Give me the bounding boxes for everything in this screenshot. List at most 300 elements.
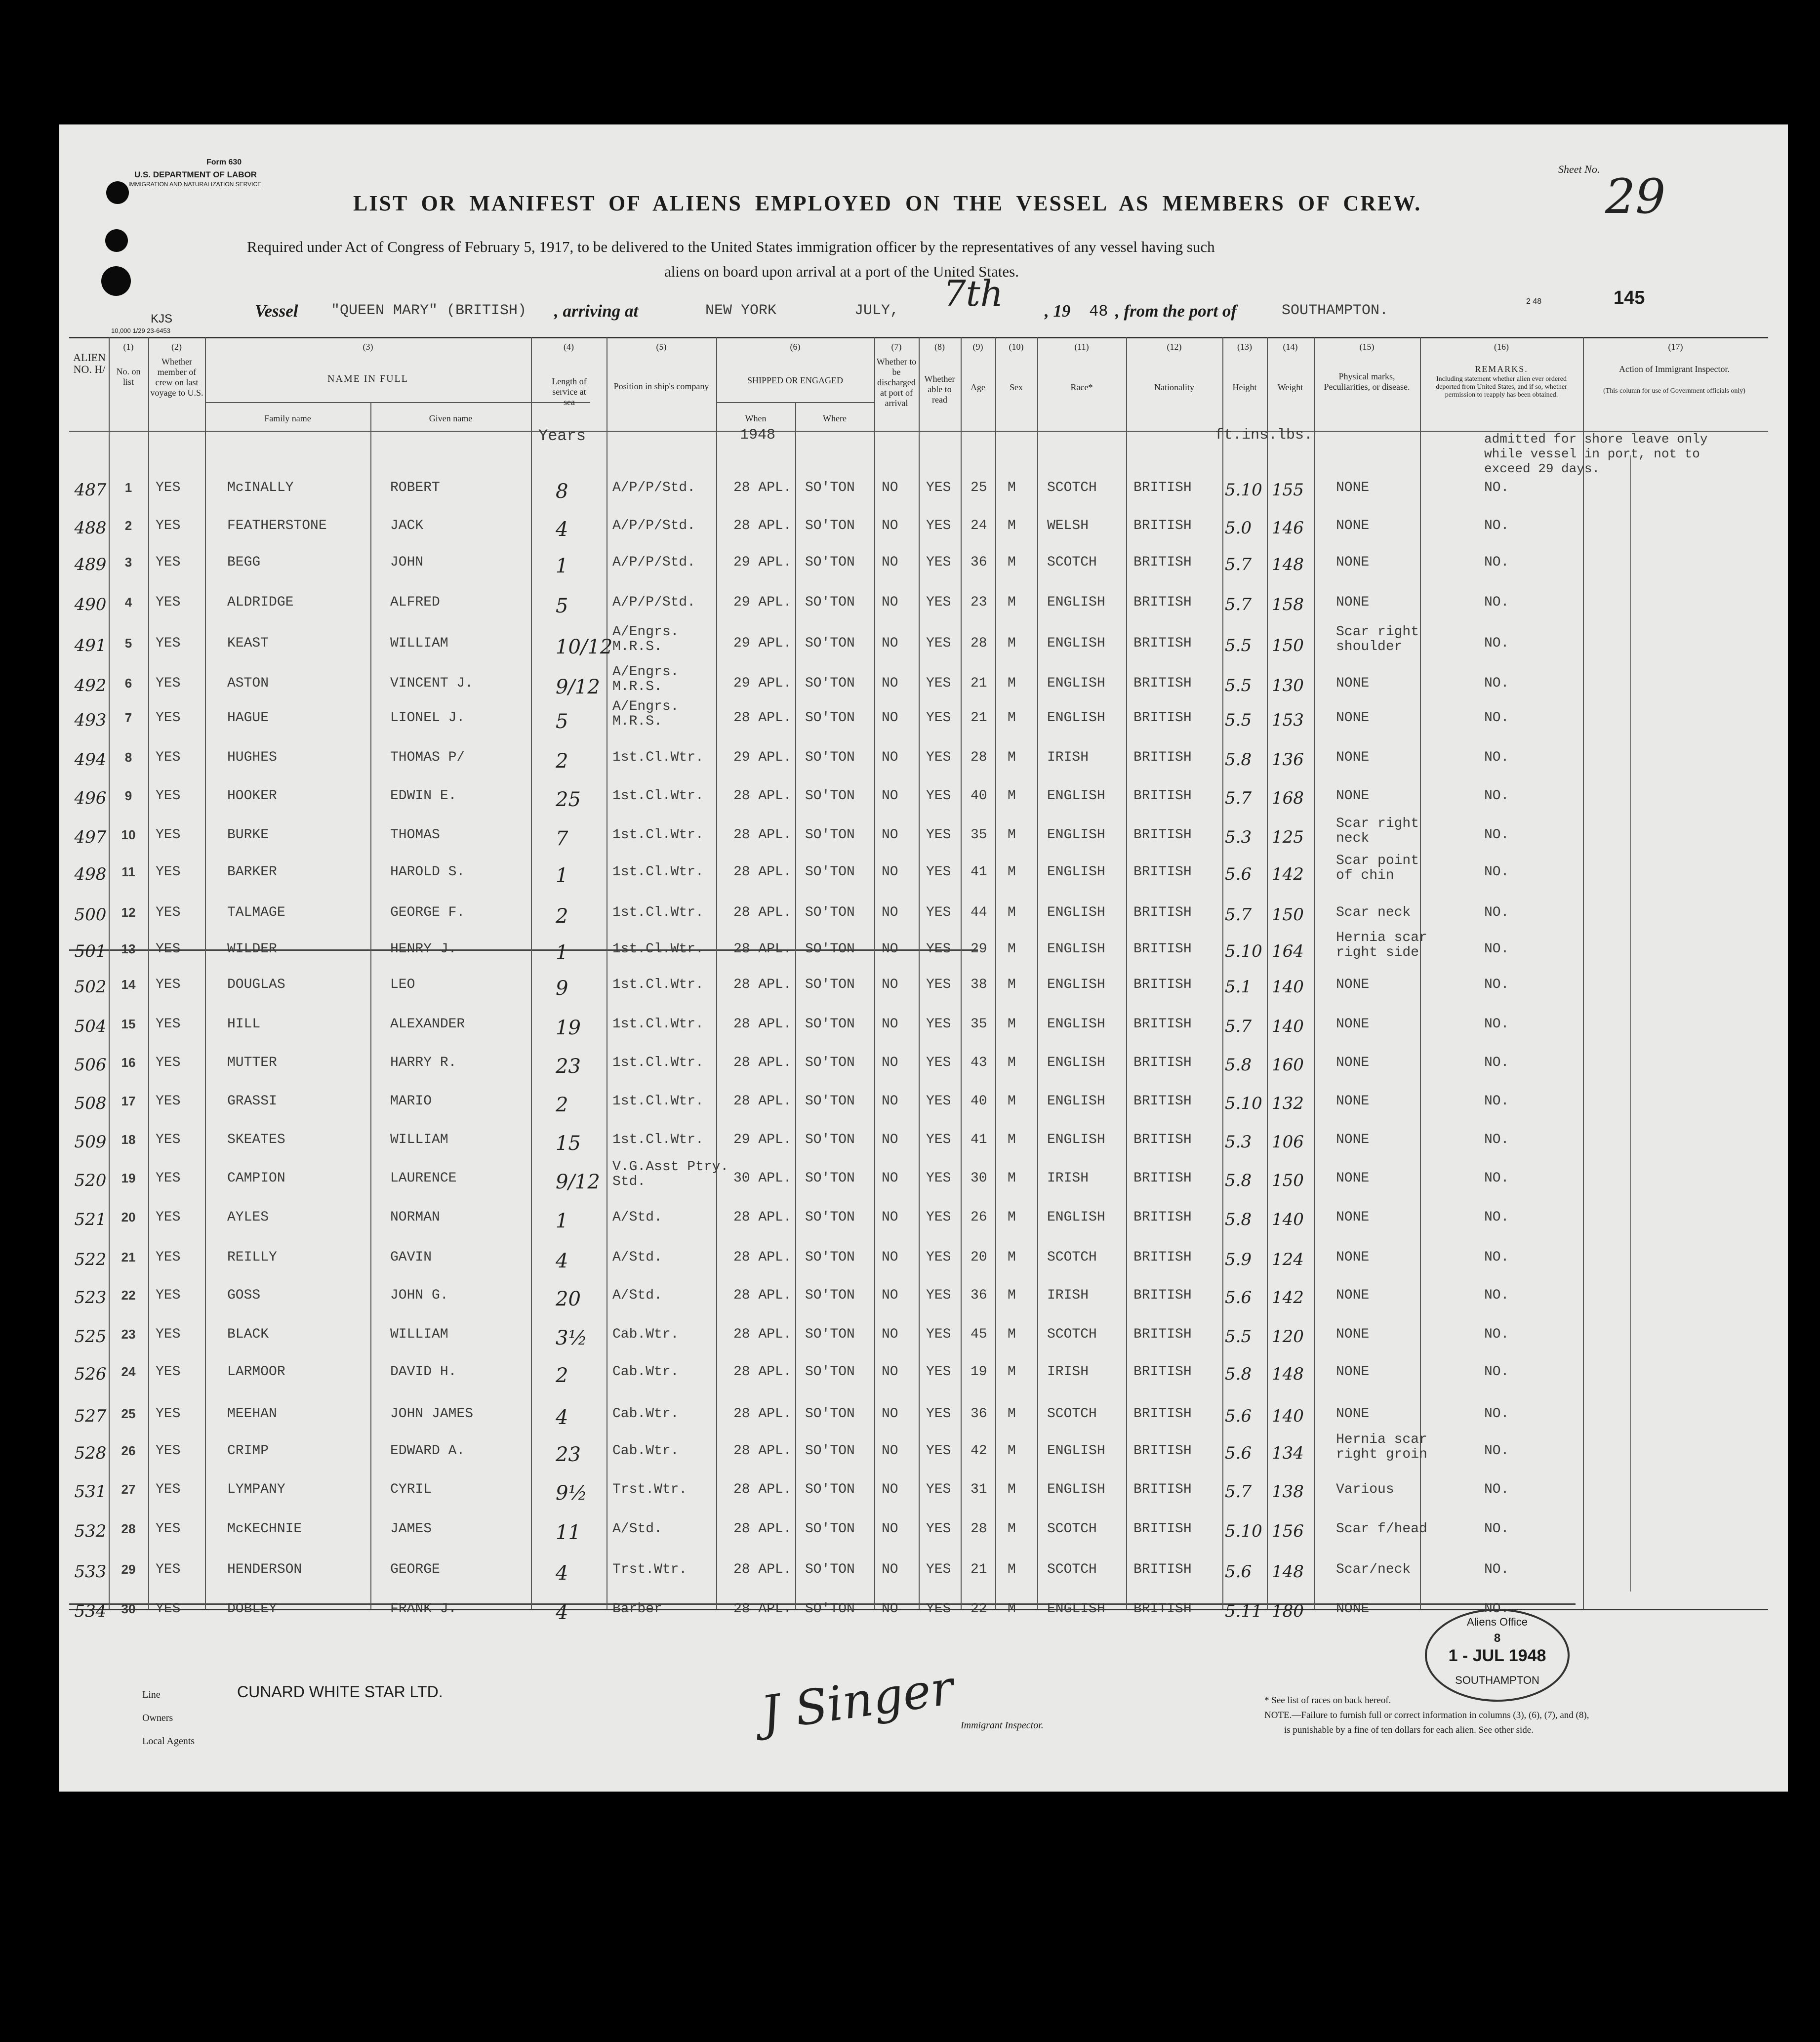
cell-able-to-read: YES bbox=[926, 750, 951, 765]
cell-given-name: HAROLD S. bbox=[390, 864, 465, 880]
cell-sex: M bbox=[1008, 1406, 1016, 1422]
cell-sex: M bbox=[1008, 636, 1016, 651]
table-row bbox=[59, 930, 1768, 976]
cell-length-of-service: 9½ bbox=[556, 1482, 588, 1505]
cell-crew-last-voyage: YES bbox=[156, 1364, 181, 1380]
cell-position: Cab.Wtr. bbox=[612, 1327, 679, 1342]
cell-crew-last-voyage: YES bbox=[156, 1562, 181, 1577]
cell-alien-no: 488 bbox=[74, 518, 107, 538]
cell-position: A/P/P/Std. bbox=[612, 595, 696, 610]
cell-height: 5.8 bbox=[1225, 1210, 1252, 1229]
cell-age: 35 bbox=[971, 1017, 987, 1032]
cell-shipped-where: SO'TON bbox=[805, 1017, 855, 1032]
cell-family-name: HENDERSON bbox=[227, 1562, 302, 1577]
cell-alien-no: 492 bbox=[74, 676, 107, 695]
cell-list-no: 24 bbox=[121, 1364, 136, 1379]
from-label: , from the port of bbox=[1115, 301, 1237, 321]
cell-able-to-read: YES bbox=[926, 1443, 951, 1459]
cell-weight: 148 bbox=[1272, 555, 1304, 574]
print-run: 10,000 1/29 23-6453 bbox=[111, 327, 170, 334]
cell-length-of-service: 19 bbox=[556, 1017, 581, 1039]
department-name: U.S. DEPARTMENT OF LABOR bbox=[134, 170, 257, 179]
remarks-instruction: Including statement whether alien ever ordered deported from United States, and if so, whether permission to reapply has been obtained. bbox=[1436, 375, 1567, 399]
cell-crew-last-voyage: YES bbox=[156, 480, 181, 495]
cell-nationality: BRITISH bbox=[1133, 1017, 1192, 1032]
cell-age: 41 bbox=[971, 1132, 987, 1147]
list-number: 145 bbox=[1614, 287, 1645, 308]
cell-family-name: REILLY bbox=[227, 1250, 277, 1265]
table-row bbox=[59, 1132, 1768, 1167]
cell-length-of-service: 5 bbox=[556, 710, 568, 733]
cell-position: 1st.Cl.Wtr. bbox=[612, 1132, 704, 1147]
cell-length-of-service: 20 bbox=[556, 1288, 581, 1310]
sheet-number: 29 bbox=[1605, 169, 1666, 224]
cell-nationality: BRITISH bbox=[1133, 1521, 1192, 1537]
cell-remarks: NO. bbox=[1484, 1406, 1509, 1422]
col-number: (16) bbox=[1494, 342, 1509, 352]
cell-able-to-read: YES bbox=[926, 555, 951, 570]
cell-weight: 130 bbox=[1272, 676, 1304, 695]
arriving-label: , arriving at bbox=[554, 301, 639, 321]
table-row bbox=[59, 816, 1768, 862]
table-row bbox=[59, 1432, 1768, 1478]
cell-list-no: 13 bbox=[121, 941, 136, 956]
arrival-day: 7th bbox=[943, 273, 1004, 314]
cell-discharged: NO bbox=[882, 710, 898, 726]
cell-sex: M bbox=[1008, 1210, 1016, 1225]
cell-remarks: NO. bbox=[1484, 555, 1509, 570]
cell-family-name: LARMOOR bbox=[227, 1364, 285, 1380]
cell-length-of-service: 4 bbox=[556, 1562, 568, 1585]
cell-list-no: 29 bbox=[121, 1562, 136, 1577]
cell-list-no: 10 bbox=[121, 827, 136, 842]
cell-height: 5.0 bbox=[1225, 518, 1252, 538]
cell-height: 5.8 bbox=[1225, 750, 1252, 770]
cell-nationality: BRITISH bbox=[1133, 1171, 1192, 1186]
table-row bbox=[59, 1250, 1768, 1284]
table-row bbox=[59, 1482, 1768, 1516]
cell-sex: M bbox=[1008, 1364, 1016, 1380]
cell-list-no: 14 bbox=[121, 977, 136, 992]
cell-nationality: BRITISH bbox=[1133, 788, 1192, 804]
col-header-to-be-discharged: Whether to be discharged at port of arrival bbox=[876, 357, 917, 408]
cell-family-name: McKECHNIE bbox=[227, 1521, 302, 1537]
cell-able-to-read: YES bbox=[926, 864, 951, 880]
cell-sex: M bbox=[1008, 1443, 1016, 1459]
cell-crew-last-voyage: YES bbox=[156, 1017, 181, 1032]
cell-given-name: CYRIL bbox=[390, 1482, 432, 1497]
cell-age: 20 bbox=[971, 1250, 987, 1265]
cell-length-of-service: 15 bbox=[556, 1132, 581, 1155]
vessel-label: Vessel bbox=[255, 301, 298, 321]
cell-given-name: NORMAN bbox=[390, 1210, 440, 1225]
cell-age: 19 bbox=[971, 1364, 987, 1380]
cell-position: 1st.Cl.Wtr. bbox=[612, 827, 704, 843]
cell-physical-marks: Scar right shoulder bbox=[1336, 624, 1419, 654]
cell-shipped-where: SO'TON bbox=[805, 1443, 855, 1459]
cell-shipped-when: 28 APL. bbox=[733, 827, 792, 843]
cell-list-no: 23 bbox=[121, 1327, 136, 1342]
cell-list-no: 1 bbox=[124, 480, 132, 495]
cell-family-name: BARKER bbox=[227, 864, 277, 880]
cell-physical-marks: NONE bbox=[1336, 1132, 1370, 1147]
col-number: (13) bbox=[1237, 342, 1252, 352]
cell-height: 5.8 bbox=[1225, 1171, 1252, 1190]
cell-physical-marks: Scar/neck bbox=[1336, 1562, 1411, 1577]
cell-shipped-when: 28 APL. bbox=[733, 1443, 792, 1459]
cell-physical-marks: NONE bbox=[1336, 1364, 1370, 1380]
cell-discharged: NO bbox=[882, 1288, 898, 1303]
cell-weight: 168 bbox=[1272, 788, 1304, 808]
col-number: (6) bbox=[790, 342, 801, 352]
cell-family-name: HOOKER bbox=[227, 788, 277, 804]
cell-nationality: BRITISH bbox=[1133, 1601, 1192, 1617]
cell-length-of-service: 4 bbox=[556, 1406, 568, 1429]
col-number: (8) bbox=[934, 342, 945, 352]
cell-length-of-service: 4 bbox=[556, 1601, 568, 1624]
cell-length-of-service: 4 bbox=[556, 518, 568, 541]
col-subheader-where: Where bbox=[823, 413, 847, 423]
cell-race: SCOTCH bbox=[1047, 1406, 1097, 1422]
cell-position: Trst.Wtr. bbox=[612, 1482, 688, 1497]
cell-able-to-read: YES bbox=[926, 636, 951, 651]
cell-height: 5.11 bbox=[1225, 1601, 1262, 1621]
cell-discharged: NO bbox=[882, 864, 898, 880]
cell-list-no: 21 bbox=[121, 1250, 136, 1265]
cell-sex: M bbox=[1008, 788, 1016, 804]
cell-family-name: WILDER bbox=[227, 941, 277, 957]
cell-nationality: BRITISH bbox=[1133, 480, 1192, 495]
cell-height: 5.7 bbox=[1225, 905, 1252, 925]
cell-position: 1st.Cl.Wtr. bbox=[612, 788, 704, 804]
cell-nationality: BRITISH bbox=[1133, 864, 1192, 880]
cell-remarks: NO. bbox=[1484, 1288, 1509, 1303]
cell-remarks: NO. bbox=[1484, 788, 1509, 804]
subtitle-line-2: aliens on board upon arrival at a port of the United States. bbox=[664, 263, 1019, 280]
cell-shipped-when: 29 APL. bbox=[733, 636, 792, 651]
cell-race: ENGLISH bbox=[1047, 676, 1105, 691]
cell-age: 43 bbox=[971, 1055, 987, 1070]
cell-physical-marks: NONE bbox=[1336, 1210, 1370, 1225]
cell-position: A/Engrs. M.R.S. bbox=[612, 699, 679, 729]
cell-nationality: BRITISH bbox=[1133, 1443, 1192, 1459]
punch-hole bbox=[105, 229, 128, 252]
cell-length-of-service: 1 bbox=[556, 1210, 568, 1232]
cell-age: 22 bbox=[971, 1601, 987, 1617]
cell-race: WELSH bbox=[1047, 518, 1089, 533]
cell-alien-no: 533 bbox=[74, 1562, 107, 1582]
cell-shipped-where: SO'TON bbox=[805, 636, 855, 651]
col-number: (3) bbox=[363, 342, 373, 352]
cell-family-name: BEGG bbox=[227, 555, 261, 570]
cell-remarks: NO. bbox=[1484, 1017, 1509, 1032]
cell-position: V.G.Asst Ptry. Std. bbox=[612, 1159, 729, 1189]
cell-crew-last-voyage: YES bbox=[156, 864, 181, 880]
cell-alien-no: 527 bbox=[74, 1406, 107, 1426]
cell-crew-last-voyage: YES bbox=[156, 1094, 181, 1109]
cell-sex: M bbox=[1008, 1055, 1016, 1070]
cell-discharged: NO bbox=[882, 518, 898, 533]
cell-sex: M bbox=[1008, 1327, 1016, 1342]
cell-remarks: NO. bbox=[1484, 1327, 1509, 1342]
cell-height: 5.6 bbox=[1225, 1443, 1252, 1463]
cell-remarks: NO. bbox=[1484, 676, 1509, 691]
cell-family-name: CRIMP bbox=[227, 1443, 269, 1459]
cell-remarks: NO. bbox=[1484, 636, 1509, 651]
cell-physical-marks: Various bbox=[1336, 1482, 1394, 1497]
cell-weight: 180 bbox=[1272, 1601, 1304, 1621]
form-number: Form 630 bbox=[206, 158, 242, 166]
cell-alien-no: 534 bbox=[74, 1601, 107, 1621]
cell-discharged: NO bbox=[882, 750, 898, 765]
cell-race: ENGLISH bbox=[1047, 636, 1105, 651]
cell-sex: M bbox=[1008, 864, 1016, 880]
inspector-label: Immigrant Inspector. bbox=[961, 1720, 1044, 1731]
cell-alien-no: 497 bbox=[74, 827, 107, 847]
cell-given-name: EDWIN E. bbox=[390, 788, 457, 804]
cell-crew-last-voyage: YES bbox=[156, 1521, 181, 1537]
col-number: (15) bbox=[1359, 342, 1375, 352]
cell-race: ENGLISH bbox=[1047, 1132, 1105, 1147]
cell-nationality: BRITISH bbox=[1133, 750, 1192, 765]
cell-race: ENGLISH bbox=[1047, 1482, 1105, 1497]
cell-position: Cab.Wtr. bbox=[612, 1443, 679, 1459]
cell-length-of-service: 1 bbox=[556, 555, 568, 577]
cell-given-name: THOMAS bbox=[390, 827, 440, 843]
cell-length-of-service: 2 bbox=[556, 905, 568, 928]
cell-list-no: 17 bbox=[121, 1094, 136, 1108]
cell-length-of-service: 25 bbox=[556, 788, 581, 811]
cell-crew-last-voyage: YES bbox=[156, 595, 181, 610]
cell-nationality: BRITISH bbox=[1133, 676, 1192, 691]
col-number: (12) bbox=[1167, 342, 1182, 352]
cell-list-no: 18 bbox=[121, 1132, 136, 1147]
cell-crew-last-voyage: YES bbox=[156, 1601, 181, 1617]
cell-shipped-when: 28 APL. bbox=[733, 1210, 792, 1225]
cell-age: 42 bbox=[971, 1443, 987, 1459]
cell-height: 5.3 bbox=[1225, 827, 1252, 847]
cell-given-name: WILLIAM bbox=[390, 636, 448, 651]
table-row bbox=[59, 1562, 1768, 1596]
table-row bbox=[59, 518, 1768, 553]
cell-height: 5.8 bbox=[1225, 1055, 1252, 1075]
cell-physical-marks: Scar f/head bbox=[1336, 1521, 1427, 1537]
cell-weight: 155 bbox=[1272, 480, 1304, 500]
table-row bbox=[59, 1055, 1768, 1090]
cell-able-to-read: YES bbox=[926, 1327, 951, 1342]
cell-crew-last-voyage: YES bbox=[156, 1327, 181, 1342]
cell-sex: M bbox=[1008, 1132, 1016, 1147]
cell-shipped-where: SO'TON bbox=[805, 1562, 855, 1577]
cell-shipped-where: SO'TON bbox=[805, 905, 855, 920]
table-row bbox=[59, 1017, 1768, 1051]
cell-physical-marks: NONE bbox=[1336, 1327, 1370, 1342]
cell-family-name: SKEATES bbox=[227, 1132, 285, 1147]
table-row bbox=[59, 788, 1768, 823]
cell-discharged: NO bbox=[882, 1482, 898, 1497]
cell-race: ENGLISH bbox=[1047, 1601, 1105, 1617]
inspector-column-note: (This column for use of Government officials only) bbox=[1603, 387, 1745, 395]
cell-crew-last-voyage: YES bbox=[156, 788, 181, 804]
cell-position: Barber bbox=[612, 1601, 662, 1617]
cell-given-name: LEO bbox=[390, 977, 415, 992]
cell-able-to-read: YES bbox=[926, 1094, 951, 1109]
cell-list-no: 15 bbox=[121, 1017, 136, 1031]
subtitle-line-1: Required under Act of Congress of February 5, 1917, to be delivered to the United States immigration officer by the representatives of any vessel having such bbox=[247, 238, 1215, 255]
cell-age: 21 bbox=[971, 676, 987, 691]
cell-remarks: NO. bbox=[1484, 905, 1509, 920]
cell-shipped-where: SO'TON bbox=[805, 555, 855, 570]
cell-race: ENGLISH bbox=[1047, 977, 1105, 992]
cell-physical-marks: NONE bbox=[1336, 1055, 1370, 1070]
cell-given-name: GEORGE F. bbox=[390, 905, 465, 920]
col-header-able-to-read: Whether able to read bbox=[924, 374, 955, 405]
cell-alien-no: 531 bbox=[74, 1482, 107, 1502]
col-header-shipped-engaged: SHIPPED OR ENGAGED bbox=[747, 375, 843, 385]
port-stamp bbox=[1425, 1609, 1570, 1702]
cell-height: 5.5 bbox=[1225, 636, 1252, 655]
cell-weight: 160 bbox=[1272, 1055, 1304, 1075]
cell-given-name: MARIO bbox=[390, 1094, 432, 1109]
cell-able-to-read: YES bbox=[926, 1288, 951, 1303]
col-header-height: Height bbox=[1232, 382, 1257, 392]
name-subheader-rule bbox=[205, 402, 590, 403]
table-row bbox=[59, 699, 1768, 745]
cell-weight: 153 bbox=[1272, 710, 1304, 730]
cell-remarks: NO. bbox=[1484, 977, 1509, 992]
cell-remarks: NO. bbox=[1484, 864, 1509, 880]
cell-list-no: 5 bbox=[124, 636, 132, 651]
initials: KJS bbox=[151, 312, 173, 326]
cell-position: A/Engrs. M.R.S. bbox=[612, 624, 679, 654]
cell-race: IRISH bbox=[1047, 1288, 1089, 1303]
cell-crew-last-voyage: YES bbox=[156, 1288, 181, 1303]
cell-remarks: NO. bbox=[1484, 1055, 1509, 1070]
cell-family-name: GOSS bbox=[227, 1288, 261, 1303]
cell-alien-no: 509 bbox=[74, 1132, 107, 1152]
cell-shipped-when: 28 APL. bbox=[733, 1017, 792, 1032]
cell-alien-no: 523 bbox=[74, 1288, 107, 1307]
cell-race: ENGLISH bbox=[1047, 710, 1105, 726]
cell-weight: 136 bbox=[1272, 750, 1304, 770]
cell-discharged: NO bbox=[882, 788, 898, 804]
cell-age: 38 bbox=[971, 977, 987, 992]
cell-discharged: NO bbox=[882, 1017, 898, 1032]
cell-alien-no: 508 bbox=[74, 1094, 107, 1113]
remark-shore-leave-1: admitted for shore leave only bbox=[1484, 432, 1708, 447]
departure-port: SOUTHAMPTON. bbox=[1282, 302, 1389, 319]
cell-given-name: JACK bbox=[390, 518, 424, 533]
cell-height: 5.1 bbox=[1225, 977, 1252, 997]
cell-discharged: NO bbox=[882, 676, 898, 691]
cell-alien-no: 522 bbox=[74, 1250, 107, 1269]
cell-alien-no: 504 bbox=[74, 1017, 107, 1036]
cell-position: A/P/P/Std. bbox=[612, 518, 696, 533]
cell-family-name: TALMAGE bbox=[227, 905, 285, 920]
cell-shipped-when: 28 APL. bbox=[733, 1288, 792, 1303]
cell-nationality: BRITISH bbox=[1133, 1094, 1192, 1109]
cell-shipped-where: SO'TON bbox=[805, 750, 855, 765]
line-label: Line bbox=[142, 1689, 161, 1700]
cell-given-name: JOHN bbox=[390, 555, 424, 570]
cell-physical-marks: NONE bbox=[1336, 1288, 1370, 1303]
cell-position: A/Engrs. M.R.S. bbox=[612, 664, 679, 694]
cell-family-name: BURKE bbox=[227, 827, 269, 843]
cell-nationality: BRITISH bbox=[1133, 827, 1192, 843]
cell-remarks: NO. bbox=[1484, 518, 1509, 533]
cell-discharged: NO bbox=[882, 1562, 898, 1577]
fine-note-1: NOTE.—Failure to furnish full or correct information in columns (3), (6), (7), and (8), bbox=[1264, 1710, 1589, 1720]
cell-race: ENGLISH bbox=[1047, 1443, 1105, 1459]
cell-given-name: JAMES bbox=[390, 1521, 432, 1537]
cell-remarks: NO. bbox=[1484, 1601, 1509, 1617]
cell-shipped-where: SO'TON bbox=[805, 1132, 855, 1147]
cell-shipped-when: 28 APL. bbox=[733, 518, 792, 533]
col-header-race: Race* bbox=[1070, 382, 1093, 392]
cell-family-name: HILL bbox=[227, 1017, 261, 1032]
cell-length-of-service: 9 bbox=[556, 977, 568, 1000]
cell-remarks: NO. bbox=[1484, 480, 1509, 495]
cell-shipped-when: 28 APL. bbox=[733, 480, 792, 495]
cell-height: 5.7 bbox=[1225, 1017, 1252, 1036]
cell-physical-marks: NONE bbox=[1336, 676, 1370, 691]
cell-shipped-when: 29 APL. bbox=[733, 676, 792, 691]
cell-physical-marks: NONE bbox=[1336, 480, 1370, 495]
sheet-label: Sheet No. bbox=[1558, 163, 1600, 175]
cell-age: 40 bbox=[971, 788, 987, 804]
cell-shipped-when: 29 APL. bbox=[733, 1132, 792, 1147]
cell-list-no: 3 bbox=[124, 555, 132, 570]
cell-sex: M bbox=[1008, 676, 1016, 691]
cell-sex: M bbox=[1008, 555, 1016, 570]
cell-list-no: 22 bbox=[121, 1288, 136, 1303]
cell-list-no: 27 bbox=[121, 1482, 136, 1497]
cell-shipped-when: 28 APL. bbox=[733, 1601, 792, 1617]
cell-weight: 150 bbox=[1272, 905, 1304, 925]
cell-age: 24 bbox=[971, 518, 987, 533]
cell-given-name: EDWARD A. bbox=[390, 1443, 465, 1459]
cell-shipped-when: 28 APL. bbox=[733, 977, 792, 992]
cell-position: 1st.Cl.Wtr. bbox=[612, 941, 704, 957]
cell-discharged: NO bbox=[882, 480, 898, 495]
col-number: (2) bbox=[171, 342, 182, 352]
cell-race: IRISH bbox=[1047, 750, 1089, 765]
cell-nationality: BRITISH bbox=[1133, 518, 1192, 533]
cell-given-name: DAVID H. bbox=[390, 1364, 457, 1380]
cell-list-no: 26 bbox=[121, 1443, 136, 1458]
cell-race: SCOTCH bbox=[1047, 1327, 1097, 1342]
cell-alien-no: 525 bbox=[74, 1327, 107, 1347]
cell-height: 5.10 bbox=[1225, 1521, 1262, 1541]
cell-age: 35 bbox=[971, 827, 987, 843]
cell-shipped-where: SO'TON bbox=[805, 710, 855, 726]
cell-height: 5.7 bbox=[1225, 788, 1252, 808]
cell-discharged: NO bbox=[882, 1521, 898, 1537]
cell-shipped-where: SO'TON bbox=[805, 518, 855, 533]
cell-weight: 140 bbox=[1272, 977, 1304, 997]
margin-date: 2 48 bbox=[1526, 297, 1542, 306]
cell-family-name: MEEHAN bbox=[227, 1406, 277, 1422]
cell-position: 1st.Cl.Wtr. bbox=[612, 864, 704, 880]
cell-height: 5.10 bbox=[1225, 1094, 1262, 1113]
cell-able-to-read: YES bbox=[926, 941, 951, 957]
cell-given-name: GAVIN bbox=[390, 1250, 432, 1265]
cell-list-no: 4 bbox=[124, 595, 132, 610]
cell-family-name: HUGHES bbox=[227, 750, 277, 765]
cell-race: ENGLISH bbox=[1047, 1094, 1105, 1109]
cell-height: 5.7 bbox=[1225, 555, 1252, 574]
cell-discharged: NO bbox=[882, 905, 898, 920]
